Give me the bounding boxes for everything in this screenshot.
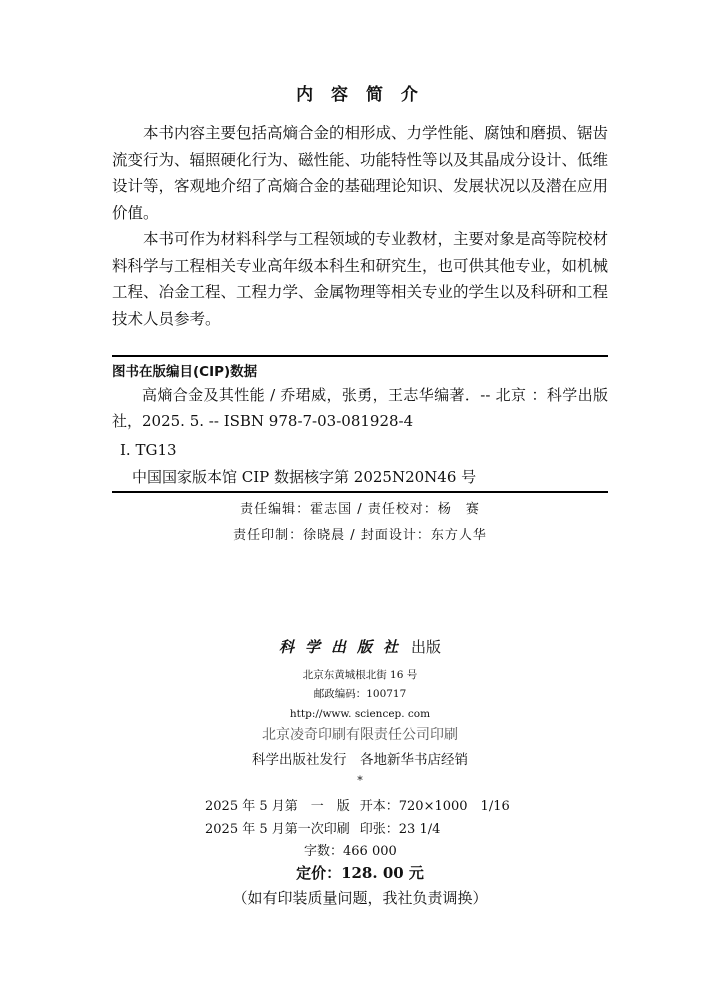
- word-count: 字数：466 000: [304, 844, 397, 859]
- quality-note: （如有印装质量问题，我社负责调换）: [232, 889, 488, 907]
- printer-line: 北京凌奇印刷有限责任公司印刷: [262, 727, 458, 743]
- printing-line: 2025 年 5 月第一次印刷: [205, 822, 350, 837]
- publisher-postcode: 邮政编码：100717: [313, 688, 407, 700]
- page-title: 内 容 简 介: [296, 85, 424, 105]
- distributor-line: 科学出版社发行 各地新华书店经销: [252, 752, 468, 768]
- cip-classification: Ⅰ. TG13: [120, 441, 177, 459]
- publisher-url: http://www. sciencep. com: [289, 708, 431, 720]
- publisher-suffix: 出版: [411, 638, 442, 656]
- production-credits: 责任印制：徐晓晨 / 封面设计：东方人华: [233, 528, 487, 543]
- price: 定价：128. 00 元: [296, 864, 424, 882]
- editor-credits: 责任编辑：霍志国 / 责任校对：杨 赛: [240, 502, 480, 517]
- cip-entry: 高熵合金及其性能 / 乔珺威，张勇，王志华编著．-- 北京 ：科学出版社，2025. 5. -- ISBN 978-7-03-081928-4: [112, 386, 608, 430]
- cip-record-number: 中国国家版本馆 CIP 数据核字第 2025N20N46 号: [132, 468, 477, 486]
- format-line: 开本：720×1000 1/16: [359, 799, 510, 814]
- edition-row: [205, 795, 510, 814]
- sheets-line: 印张：23 1/4: [359, 822, 441, 837]
- publisher-logo-text: 科学出版社: [278, 638, 409, 656]
- cip-top-divider: [112, 355, 608, 357]
- abstract-section: [112, 120, 608, 332]
- abstract-paragraph: 本书内容主要包括高熵合金的相形成、力学性能、腐蚀和磨损、锯齿流变行为、辐照硬化行为、磁性能、功能特性等以及其晶成分设计、低维设计等，客观地介绍了高熵合金的基础理论知识、发展状况以及潜在应用价值。: [112, 124, 609, 222]
- publisher-address: 北京东黄城根北街 16 号: [302, 669, 418, 681]
- printing-row: [205, 818, 440, 837]
- publisher-line: [0, 636, 720, 657]
- edition-line: 2025 年 5 月第 一 版: [205, 799, 350, 814]
- cip-bottom-divider: [112, 491, 608, 493]
- cip-heading: 图书在版编目(CIP)数据: [112, 364, 258, 380]
- abstract-paragraph: 本书可作为材料科学与工程领域的专业教材，主要对象是高等院校材料科学与工程相关专业高年级本科生和研究生，也可供其他专业，如机械工程、冶金工程、工程力学、金属物理等相关专业的学生以及科研和工程技术人员参考。: [112, 230, 609, 328]
- separator-star: *: [357, 774, 363, 787]
